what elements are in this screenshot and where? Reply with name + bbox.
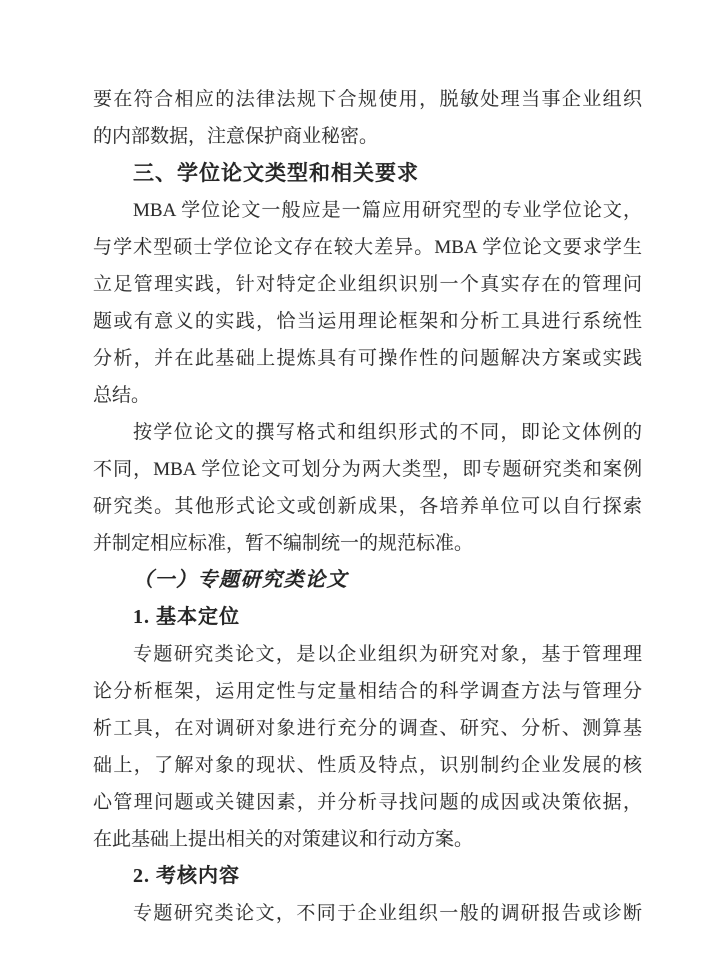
text-line: 础上，了解对象的现状、性质及特点，识别制约企业发展的核 [93,755,642,776]
text-line: 在此基础上提出相关的对策建议和行动方案。 [93,829,474,850]
text-line: 立足管理实践，针对特定企业组织识别一个真实存在的管理问 [93,274,642,295]
text-line: 总结。 [93,385,151,406]
text-line: 研究类。其他形式论文或创新成果，各培养单位可以自行探索 [93,496,642,517]
text-line: 专题研究类论文，不同于企业组织一般的调研报告或诊断 [133,903,642,924]
text-line: 按学位论文的撰写格式和组织形式的不同，即论文体例的 [133,422,642,443]
text-line: 题或有意义的实践，恰当运用理论框架和分析工具进行系统性 [93,311,642,332]
numbered-heading: 2. 考核内容 [133,865,240,887]
text-line: 与学术型硕士学位论文存在较大差异。MBA 学位论文要求学生 [93,237,642,258]
subsection-heading: （一）专题研究类论文 [133,569,348,591]
text-line: 分析，并在此基础上提炼具有可操作性的问题解决方案或实践 [93,348,642,369]
text-line: MBA 学位论文一般应是一篇应用研究型的专业学位论文， [133,200,642,221]
text-line: 要在符合相应的法律法规下合规使用，脱敏处理当事企业组织 [93,89,642,110]
text-line: 心管理问题或关键因素，并分析寻找问题的成因或决策依据， [93,792,642,813]
text-line: 不同，MBA 学位论文可划分为两大类型，即专题研究类和案例 [93,459,642,480]
text-line: 的内部数据，注意保护商业秘密。 [93,126,379,147]
text-line: 析工具，在对调研对象进行充分的调查、研究、分析、测算基 [93,718,642,739]
document-content [93,81,642,932]
text-line: 并制定相应标准，暂不编制统一的规范标准。 [93,533,474,554]
numbered-heading: 1. 基本定位 [133,606,240,628]
section-heading: 三、学位论文类型和相关要求 [133,162,419,185]
text-line: 论分析框架，运用定性与定量相结合的科学调查方法与管理分 [93,681,642,702]
text-line: 专题研究类论文，是以企业组织为研究对象，基于管理理 [133,644,642,665]
